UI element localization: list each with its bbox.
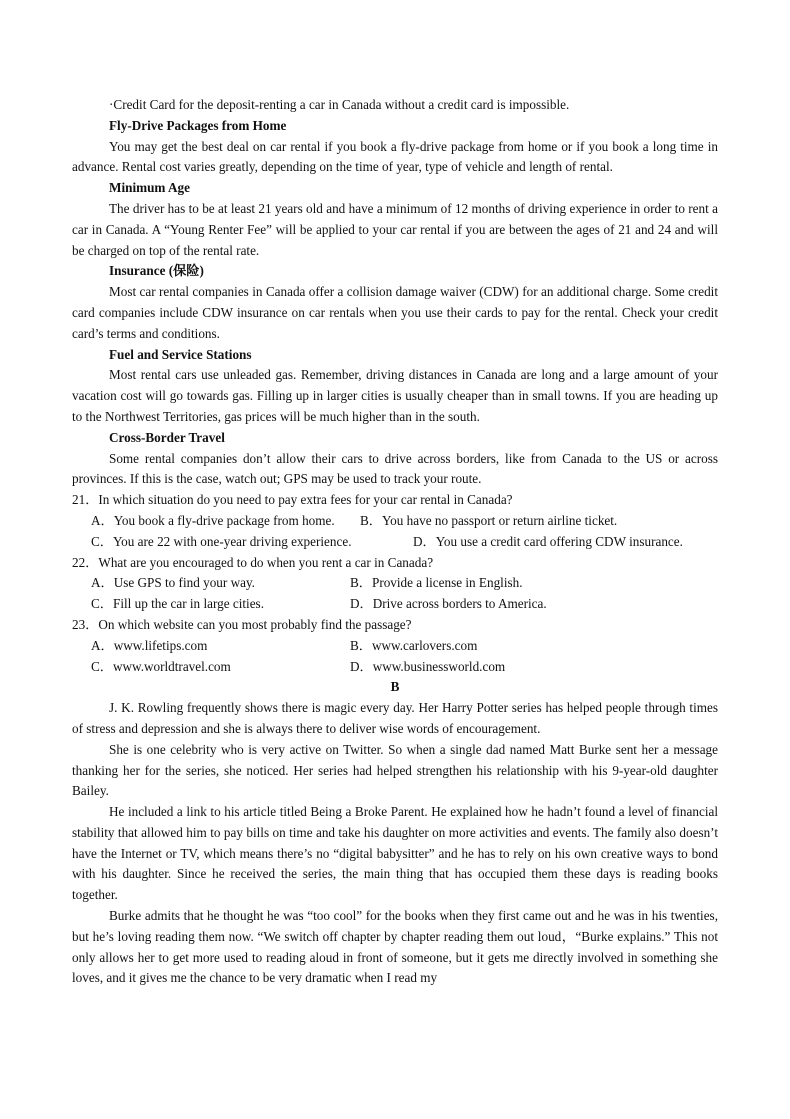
part-b-label: B [390,679,400,695]
intro-line: ·Credit Card for the deposit-renting a car in Canada without a credit card is impossible. [109,97,570,112]
question-22-options-row1 [72,573,718,594]
question-21-options-row2 [72,532,718,553]
section-text-cross-border: Some rental companies don’t allow their cars to drive across borders, like from Canada to the US or across provinces. If this is the case, watch out; GPS may be used to track your route. [72,450,718,487]
section-text-insurance: Most car rental companies in Canada offer a collision damage waiver (CDW) for an additional charge. Some credit card companies include CDW insurance on car rentals when you use their cards to pay for the rental. Check your credit card’s terms and conditions. [72,284,718,341]
question-23-options-row1 [72,636,718,657]
question-21-option-d[interactable]: D．You use a credit card offering CDW insurance. [413,533,683,549]
section-heading-minimum-age: Minimum Age [109,180,190,196]
question-22-option-b[interactable]: B．Provide a license in English. [350,575,523,591]
section-heading-insurance: Insurance (保险) [109,263,204,279]
question-23-stem: 23．On which website can you most probably find the passage? [72,616,412,632]
question-22-option-c[interactable]: C．Fill up the car in large cities. [91,596,264,612]
part-b-paragraph-2: She is one celebrity who is very active on Twitter. So when a single dad named Matt Burke sent her a message thanking her for the series, she noticed. Her series had helped strengthen his relationship with his 9-year-old daughter Bailey. [72,741,718,799]
document-page [72,95,718,989]
question-21-option-c[interactable]: C．You are 22 with one-year driving experience. [91,533,352,549]
section-heading-cross-border: Cross-Border Travel [109,429,225,445]
question-22-option-d[interactable]: D．Drive across borders to America. [350,596,547,612]
question-23-option-c[interactable]: C．www.worldtravel.com [91,658,231,674]
part-b-paragraph-3: He included a link to his article titled Being a Broke Parent. He explained how he hadn’t found a level of financial stability that allowed him to pay bills on time and take his daughter on more activities and events. The family also doesn’t have the Internet or TV, which means there’s no “digital babysitter” and he has to rely on his own creative ways to bond with his daughter. Since he received the series, the main thing that has occupied them these days is reading books together. [72,804,718,903]
section-text-fuel: Most rental cars use unleaded gas. Remember, driving distances in Canada are long and a large amount of your vacation cost will go towards gas. Filling up in larger cities is usually cheaper than in small towns. If you are heading up to the Northwest Territories, gas prices will be much higher than in the south. [72,367,718,424]
question-21-options-row1 [72,511,718,532]
section-text-minimum-age: The driver has to be at least 21 years old and have a minimum of 12 months of driving experience in order to rent a car in Canada. A “Young Renter Fee” will be applied to your car rental if you are between the ages of 21 and 24 and will be charged on top of the rental rate. [72,200,718,258]
question-22-option-a[interactable]: A．Use GPS to find your way. [91,575,255,591]
section-heading-fuel: Fuel and Service Stations [109,346,252,362]
question-22-options-row2 [72,594,718,615]
part-b-paragraph-4: Burke admits that he thought he was “too cool” for the books when they first came out and he was in his twenties, but he’s loving reading them now. “We switch off chapter by chapter reading them out loud，“Burke explains.” This not only allows her to get more used to reading aloud in front of someone, but it gets me directly involved in something she loves, and it gives me the chance to be very dramatic when I read my [72,908,718,986]
question-23-options-row2 [72,657,718,678]
question-23-option-d[interactable]: D．www.businessworld.com [350,658,506,674]
question-21-option-a[interactable]: A．You book a fly-drive package from home. [91,512,335,528]
section-heading-fly-drive: Fly-Drive Packages from Home [109,117,287,133]
question-21-option-b[interactable]: B．You have no passport or return airline ticket. [360,512,618,528]
question-23-option-a[interactable]: A．www.lifetips.com [91,637,208,653]
question-21-stem: 21．In which situation do you need to pay extra fees for your car rental in Canada? [72,492,513,508]
section-text-fly-drive: You may get the best deal on car rental if you book a fly-drive package from home or if you book a long time in advance. Rental cost varies greatly, depending on the time of year, type of vehicle and length of rental. [72,138,718,175]
question-23-option-b[interactable]: B．www.carlovers.com [350,637,478,653]
part-b-paragraph-1: J. K. Rowling frequently shows there is magic every day. Her Harry Potter series has helped people through times of stress and depression and she is always there to deliver wise words of encouragement. [72,700,718,736]
question-22-stem: 22．What are you encouraged to do when you rent a car in Canada? [72,554,434,570]
